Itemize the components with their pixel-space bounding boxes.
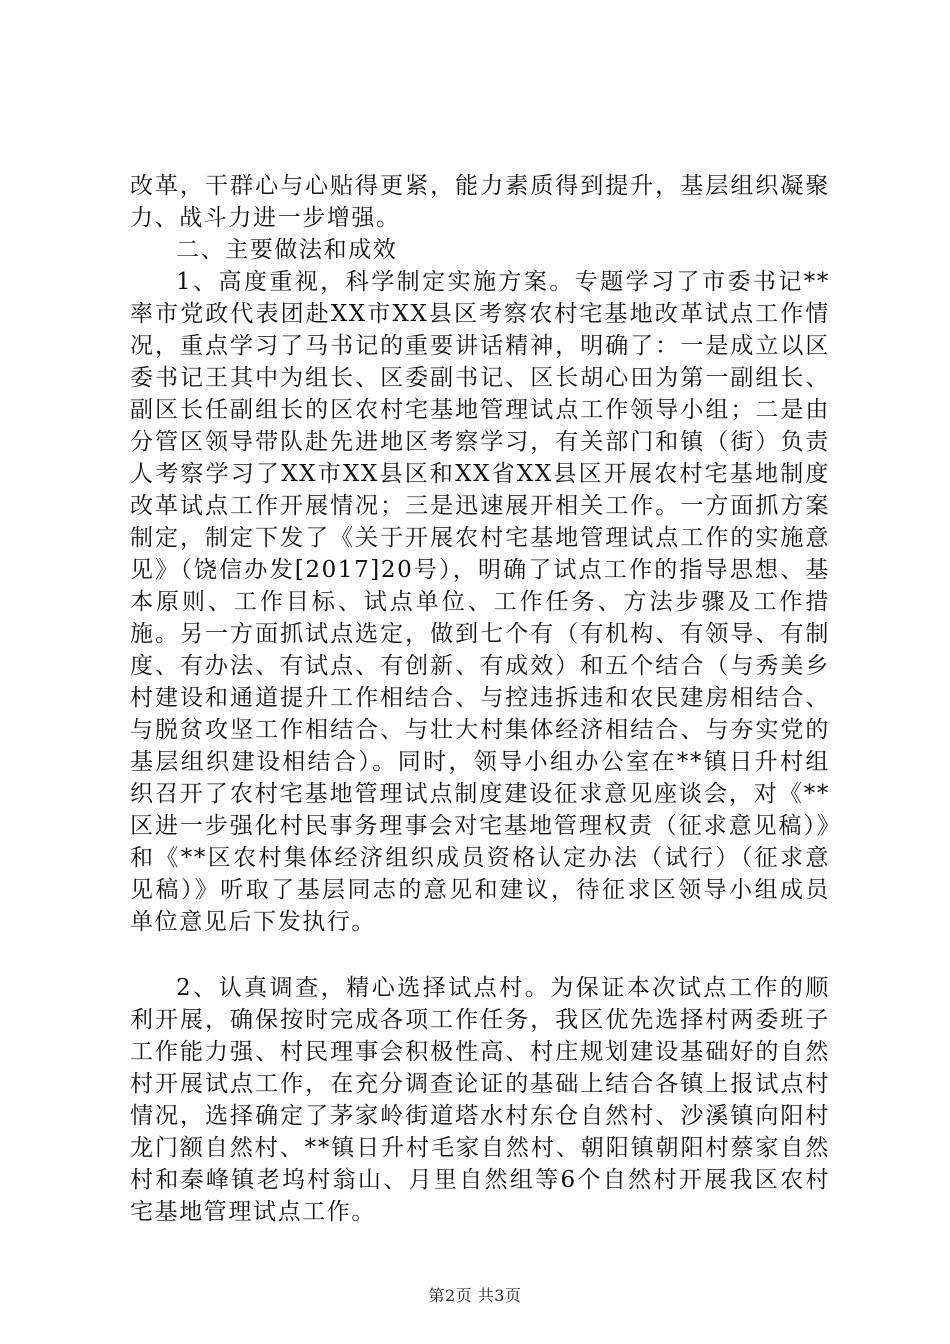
document-body: [130, 170, 830, 1228]
paragraph-continuation: 改革，干群心与心贴得更紧，能力素质得到提升，基层组织凝聚力、战斗力进一步增强。: [130, 173, 830, 231]
section-heading: 二、主要做法和成效: [176, 237, 398, 263]
paragraph-2: 2、认真调查，精心选择试点村。为保证本次试点工作的顺利开展，确保按时完成各项工作任务，我区优先选择村两委班子工作能力强、村民理事会积极性高、村庄规划建设基础好的自然村开展试点工作，在充分调查论证的基础上结合各镇上报试点村情况，选择确定了茅家岭街道塔水村东仓自然村、沙溪镇向阳村龙门额自然村、**镇日升村毛家自然村、朝阳镇朝阳村蔡家自然村和秦峰镇老坞村翁山、月里自然组等6个自然村开展我区农村宅基地管理试点工作。: [130, 975, 830, 1225]
paragraph-1: 1、高度重视，科学制定实施方案。专题学习了市委书记**率市党政代表团赴XX市XX县区考察农村宅基地改革试点工作情况，重点学习了马书记的重要讲话精神，明确了：一是成立以区委书记王其中为组长、区委副书记、区长胡心田为第一副组长、副区长任副组长的区农村宅基地管理试点工作领导小组；二是由分管区领导带队赴先进地区考察学习，有关部门和镇（街）负责人考察学习了XX市XX县区和XX省XX县区开展农村宅基地制度改革试点工作开展情况；三是迅速展开相关工作。一方面抓方案制定，制定下发了《关于开展农村宅基地管理试点工作的实施意见》（饶信办发[2017]20号），明确了试点工作的指导思想、基本原则、工作目标、试点单位、工作任务、方法步骤及工作措施。另一方面抓试点选定，做到七个有（有机构、有领导、有制度、有办法、有试点、有创新、有成效）和五个结合（与秀美乡村建设和通道提升工作相结合、与控违拆违和农民建房相结合、与脱贫攻坚工作相结合、与壮大村集体经济相结合、与夯实党的基层组织建设相结合）。同时，领导小组办公室在**镇日升村组织召开了农村宅基地管理试点制度建设征求意见座谈会，对《**区进一步强化村民事务理事会对宅基地管理权责（征求意见稿）》和《**区农村集体经济组织成员资格认定办法（试行）（征求意见稿）》听取了基层同志的意见和建议，待征求区领导小组成员单位意见后下发执行。: [130, 269, 830, 935]
paragraph-spacer: [130, 938, 830, 972]
page-number-footer: 第2页 共3页: [428, 1286, 522, 1305]
